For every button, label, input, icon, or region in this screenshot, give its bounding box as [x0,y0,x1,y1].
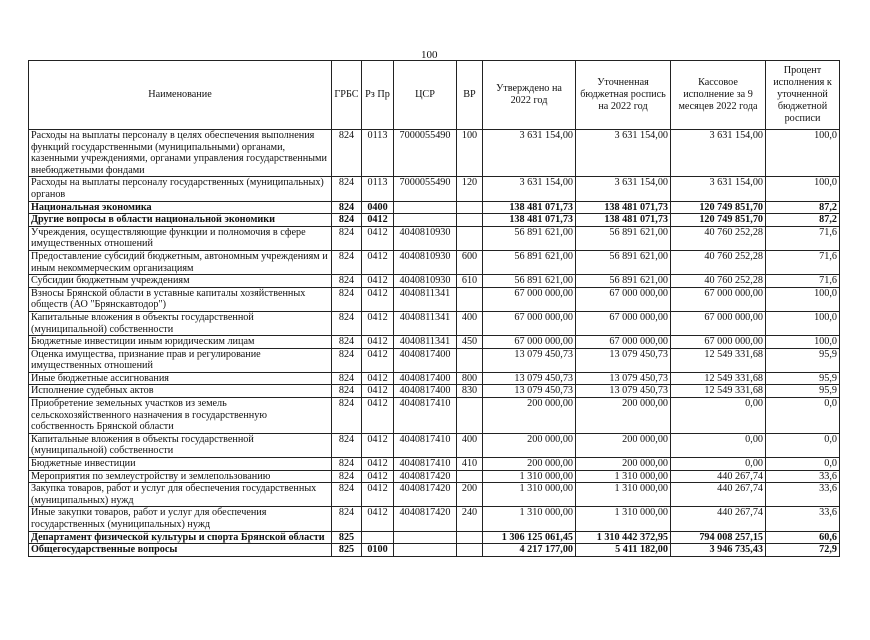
cell-rzpr: 0412 [362,470,394,483]
cell-approved: 1 310 000,00 [483,483,576,507]
cell-vr [457,398,483,434]
cell-refined: 138 481 071,73 [576,214,671,227]
cell-cash: 0,00 [671,458,766,471]
cell-name: Бюджетные инвестиции иным юридическим лицам [29,336,332,349]
cell-percent: 33,6 [766,483,840,507]
cell-refined: 56 891 621,00 [576,275,671,288]
cell-name: Исполнение судебных актов [29,385,332,398]
cell-name: Департамент физической культуры и спорта Брянской области [29,531,332,544]
cell-refined: 138 481 071,73 [576,201,671,214]
cell-name: Иные закупки товаров, работ и услуг для обеспечения государственных (муниципальных) нужд [29,507,332,531]
cell-percent: 87,2 [766,214,840,227]
cell-approved: 13 079 450,73 [483,385,576,398]
cell-grbs: 824 [332,311,362,335]
cell-rzpr: 0412 [362,214,394,227]
cell-refined: 200 000,00 [576,433,671,457]
cell-csr [394,544,457,557]
table-header [29,61,840,130]
cell-cash: 0,00 [671,433,766,457]
cell-refined: 56 891 621,00 [576,226,671,250]
cell-percent: 33,6 [766,507,840,531]
cell-percent: 100,0 [766,311,840,335]
cell-vr [457,544,483,557]
cell-cash: 440 267,74 [671,507,766,531]
cell-grbs: 824 [332,507,362,531]
cell-approved: 1 306 125 061,45 [483,531,576,544]
cell-cash: 12 549 331,68 [671,348,766,372]
cell-rzpr: 0412 [362,385,394,398]
table-row [29,544,840,557]
table-row [29,372,840,385]
table-row [29,130,840,177]
cell-cash: 120 749 851,70 [671,201,766,214]
cell-approved: 3 631 154,00 [483,177,576,201]
cell-cash: 0,00 [671,398,766,434]
table-row [29,531,840,544]
cell-cash: 3 631 154,00 [671,130,766,177]
cell-refined: 1 310 442 372,95 [576,531,671,544]
cell-csr: 4040811341 [394,336,457,349]
cell-rzpr: 0412 [362,507,394,531]
cell-csr: 4040810930 [394,250,457,274]
cell-cash: 3 946 735,43 [671,544,766,557]
cell-rzpr: 0412 [362,372,394,385]
cell-approved: 56 891 621,00 [483,275,576,288]
cell-csr [394,531,457,544]
cell-refined: 3 631 154,00 [576,130,671,177]
table-row [29,201,840,214]
table-row [29,398,840,434]
cell-vr: 240 [457,507,483,531]
cell-refined: 200 000,00 [576,458,671,471]
cell-grbs: 824 [332,433,362,457]
cell-cash: 67 000 000,00 [671,336,766,349]
cell-cash: 12 549 331,68 [671,372,766,385]
cell-refined: 1 310 000,00 [576,507,671,531]
header-percent: Процент исполнения к уточненной бюджетной росписи [766,61,840,130]
cell-cash: 12 549 331,68 [671,385,766,398]
cell-csr: 4040817410 [394,458,457,471]
cell-name: Иные бюджетные ассигнования [29,372,332,385]
cell-csr: 7000055490 [394,177,457,201]
cell-rzpr: 0113 [362,130,394,177]
cell-percent: 87,2 [766,201,840,214]
cell-rzpr: 0400 [362,201,394,214]
header-name: Наименование [29,61,332,130]
cell-grbs: 825 [332,531,362,544]
cell-csr: 4040810930 [394,275,457,288]
cell-approved: 200 000,00 [483,433,576,457]
cell-percent: 95,9 [766,372,840,385]
cell-grbs: 824 [332,336,362,349]
cell-refined: 1 310 000,00 [576,483,671,507]
cell-name: Приобретение земельных участков из земель сельскохозяйственного назначения в государственную собственность Брянской области [29,398,332,434]
cell-csr: 4040817420 [394,507,457,531]
cell-percent: 71,6 [766,226,840,250]
cell-percent: 0,0 [766,458,840,471]
cell-percent: 33,6 [766,470,840,483]
cell-csr: 4040817420 [394,470,457,483]
cell-grbs: 824 [332,398,362,434]
cell-approved: 4 217 177,00 [483,544,576,557]
cell-grbs: 824 [332,130,362,177]
cell-refined: 67 000 000,00 [576,311,671,335]
cell-percent: 95,9 [766,385,840,398]
cell-name: Взносы Брянской области в уставные капиталы хозяйственных обществ (АО "Брянскавтодор") [29,287,332,311]
cell-csr: 4040811341 [394,311,457,335]
cell-rzpr: 0412 [362,483,394,507]
cell-refined: 3 631 154,00 [576,177,671,201]
cell-name: Мероприятия по землеустройству и землепользованию [29,470,332,483]
cell-vr: 400 [457,433,483,457]
header-approved: Утверждено на 2022 год [483,61,576,130]
header-cash: Кассовое исполнение за 9 месяцев 2022 года [671,61,766,130]
cell-rzpr: 0100 [362,544,394,557]
cell-vr: 450 [457,336,483,349]
cell-vr: 400 [457,311,483,335]
cell-percent: 100,0 [766,177,840,201]
cell-approved: 67 000 000,00 [483,336,576,349]
cell-grbs: 824 [332,226,362,250]
cell-grbs: 824 [332,177,362,201]
cell-approved: 200 000,00 [483,398,576,434]
table-row [29,311,840,335]
cell-refined: 67 000 000,00 [576,287,671,311]
cell-percent: 100,0 [766,336,840,349]
table-row [29,336,840,349]
cell-refined: 5 411 182,00 [576,544,671,557]
cell-percent: 71,6 [766,275,840,288]
cell-refined: 67 000 000,00 [576,336,671,349]
cell-approved: 56 891 621,00 [483,250,576,274]
cell-cash: 67 000 000,00 [671,311,766,335]
cell-vr: 100 [457,130,483,177]
cell-refined: 13 079 450,73 [576,385,671,398]
cell-csr: 7000055490 [394,130,457,177]
table-row [29,226,840,250]
cell-vr [457,226,483,250]
cell-name: Расходы на выплаты персоналу в целях обеспечения выполнения функций государственными (муниципальными) органами, казенными учреждениями, органами управления государственными внебюджетными фондами [29,130,332,177]
cell-percent: 95,9 [766,348,840,372]
cell-approved: 200 000,00 [483,458,576,471]
cell-grbs: 824 [332,250,362,274]
cell-approved: 138 481 071,73 [483,201,576,214]
cell-vr [457,531,483,544]
cell-refined: 13 079 450,73 [576,348,671,372]
cell-cash: 794 008 257,15 [671,531,766,544]
header-vr: ВР [457,61,483,130]
cell-percent: 0,0 [766,433,840,457]
cell-percent: 71,6 [766,250,840,274]
cell-cash: 40 760 252,28 [671,226,766,250]
header-rzpr: Рз Пр [362,61,394,130]
cell-vr: 410 [457,458,483,471]
cell-approved: 138 481 071,73 [483,214,576,227]
cell-vr: 120 [457,177,483,201]
cell-cash: 440 267,74 [671,470,766,483]
cell-rzpr: 0412 [362,250,394,274]
cell-csr: 4040810930 [394,226,457,250]
cell-vr: 610 [457,275,483,288]
cell-csr: 4040817410 [394,398,457,434]
cell-cash: 440 267,74 [671,483,766,507]
cell-vr [457,287,483,311]
cell-vr: 830 [457,385,483,398]
cell-csr: 4040817400 [394,385,457,398]
cell-name: Оценка имущества, признание прав и регулирование имущественных отношений [29,348,332,372]
cell-rzpr: 0412 [362,275,394,288]
cell-csr: 4040811341 [394,287,457,311]
cell-rzpr: 0113 [362,177,394,201]
cell-name: Капитальные вложения в объекты государственной (муниципальной) собственности [29,311,332,335]
cell-name: Расходы на выплаты персоналу государственных (муниципальных) органов [29,177,332,201]
cell-rzpr: 0412 [362,311,394,335]
table-row [29,470,840,483]
cell-csr [394,214,457,227]
cell-cash: 67 000 000,00 [671,287,766,311]
cell-percent: 60,6 [766,531,840,544]
cell-cash: 120 749 851,70 [671,214,766,227]
cell-grbs: 824 [332,214,362,227]
cell-refined: 13 079 450,73 [576,372,671,385]
cell-grbs: 824 [332,275,362,288]
cell-rzpr: 0412 [362,433,394,457]
cell-name: Общегосударственные вопросы [29,544,332,557]
table-row [29,214,840,227]
header-csr: ЦСР [394,61,457,130]
cell-vr: 800 [457,372,483,385]
cell-cash: 40 760 252,28 [671,250,766,274]
cell-vr: 600 [457,250,483,274]
table-row [29,177,840,201]
cell-vr [457,214,483,227]
cell-percent: 100,0 [766,130,840,177]
cell-grbs: 824 [332,385,362,398]
cell-percent: 72,9 [766,544,840,557]
cell-approved: 1 310 000,00 [483,470,576,483]
cell-percent: 100,0 [766,287,840,311]
cell-rzpr: 0412 [362,348,394,372]
cell-csr: 4040817400 [394,372,457,385]
cell-grbs: 824 [332,372,362,385]
table-row [29,385,840,398]
header-refined: Уточненная бюджетная роспись на 2022 год [576,61,671,130]
header-grbs: ГРБС [332,61,362,130]
cell-refined: 200 000,00 [576,398,671,434]
table-row [29,287,840,311]
cell-grbs: 824 [332,201,362,214]
budget-table [28,60,840,557]
cell-name: Национальная экономика [29,201,332,214]
table-row [29,250,840,274]
cell-cash: 40 760 252,28 [671,275,766,288]
cell-csr [394,201,457,214]
table-row [29,458,840,471]
cell-vr [457,348,483,372]
cell-name: Капитальные вложения в объекты государственной (муниципальной) собственности [29,433,332,457]
cell-grbs: 824 [332,458,362,471]
cell-approved: 13 079 450,73 [483,348,576,372]
table-row [29,275,840,288]
cell-approved: 1 310 000,00 [483,507,576,531]
cell-rzpr [362,531,394,544]
cell-name: Учреждения, осуществляющие функции и полномочия в сфере имущественных отношений [29,226,332,250]
cell-grbs: 824 [332,348,362,372]
cell-rzpr: 0412 [362,226,394,250]
cell-grbs: 825 [332,544,362,557]
cell-refined: 1 310 000,00 [576,470,671,483]
cell-name: Предоставление субсидий бюджетным, автономным учреждениям и иным некоммерческим организациям [29,250,332,274]
cell-refined: 56 891 621,00 [576,250,671,274]
cell-vr [457,201,483,214]
cell-approved: 3 631 154,00 [483,130,576,177]
cell-name: Бюджетные инвестиции [29,458,332,471]
table-row [29,507,840,531]
cell-approved: 67 000 000,00 [483,311,576,335]
cell-csr: 4040817420 [394,483,457,507]
cell-name: Субсидии бюджетным учреждениям [29,275,332,288]
cell-approved: 67 000 000,00 [483,287,576,311]
cell-grbs: 824 [332,483,362,507]
cell-rzpr: 0412 [362,336,394,349]
cell-rzpr: 0412 [362,398,394,434]
cell-approved: 13 079 450,73 [483,372,576,385]
cell-percent: 0,0 [766,398,840,434]
table-row [29,483,840,507]
cell-name: Закупка товаров, работ и услуг для обеспечения государственных (муниципальных) нужд [29,483,332,507]
cell-name: Другие вопросы в области национальной экономики [29,214,332,227]
cell-rzpr: 0412 [362,458,394,471]
table-row [29,433,840,457]
cell-csr: 4040817410 [394,433,457,457]
page-number: 100 [421,49,438,61]
cell-approved: 56 891 621,00 [483,226,576,250]
cell-rzpr: 0412 [362,287,394,311]
cell-grbs: 824 [332,287,362,311]
cell-csr: 4040817400 [394,348,457,372]
cell-grbs: 824 [332,470,362,483]
cell-cash: 3 631 154,00 [671,177,766,201]
table-row [29,348,840,372]
table-body [29,130,840,557]
cell-vr: 200 [457,483,483,507]
cell-vr [457,470,483,483]
